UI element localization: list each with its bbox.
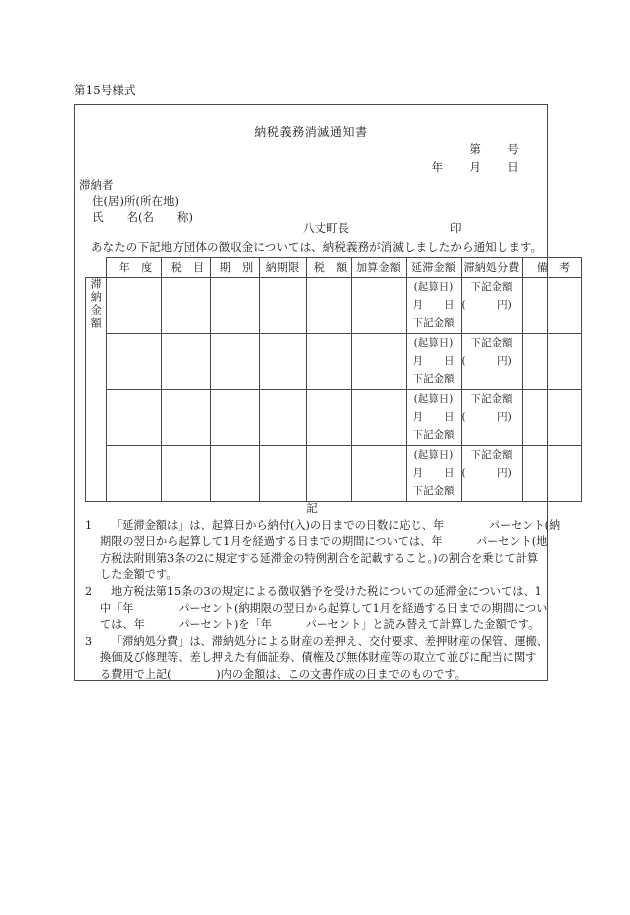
note-line: 換価及び修理等、差し押えた有価証券、債権及び無体財産等の取立て並びに配当に関す — [100, 651, 537, 665]
delinquency-date-blank: 月 日 — [412, 355, 455, 367]
cell-due-date[interactable] — [259, 278, 306, 334]
cell-additional-amount[interactable] — [351, 334, 406, 390]
col-header-disposition-cost: 滞納処分費 — [461, 258, 522, 278]
cell-due-date[interactable] — [259, 446, 306, 502]
notice-text: あなたの下記地方団体の徴収金については、納税義務が消滅しましたから通知します。 — [91, 240, 543, 254]
cell-disposition-cost[interactable] — [461, 278, 522, 334]
note-line: 中「年 パーセント(納期限の翌日から起算して1月を経過する日までの期間につい — [100, 601, 548, 615]
cell-tax-item[interactable] — [161, 446, 210, 502]
col-header-remarks: 備 考 — [522, 258, 581, 278]
cell-fiscal-year[interactable] — [106, 390, 161, 446]
col-header-fiscal-year: 年 度 — [106, 258, 161, 278]
delinquency-start-date-label: (起算日) — [413, 449, 454, 461]
note-line: した金額です。 — [100, 568, 178, 582]
cell-delinquency-amount[interactable] — [406, 334, 461, 390]
note-line: る費用で上記( )内の金額は、この文書作成の日までのものです。 — [100, 667, 466, 681]
delinquency-start-date-label: (起算日) — [413, 281, 454, 293]
cell-remarks[interactable] — [522, 278, 581, 334]
payer-name-label-2: 名(名 — [126, 210, 154, 224]
notes-heading: 記 — [306, 501, 318, 515]
note-line: 地方税法第15条の3の規定による徴収猶予を受けた税についての延滞金については、1 — [111, 584, 542, 598]
cell-tax-item[interactable] — [161, 278, 210, 334]
cell-tax-item[interactable] — [161, 334, 210, 390]
cell-fiscal-year[interactable] — [106, 334, 161, 390]
corner-spacer — [86, 258, 107, 278]
delinquency-date-blank: 月 日 — [412, 299, 455, 311]
payer-name-label-1: 氏 — [92, 210, 104, 224]
note-item — [85, 584, 548, 634]
cell-delinquency-amount[interactable] — [406, 446, 461, 502]
cell-disposition-cost[interactable] — [461, 334, 522, 390]
delinquency-date-blank: 月 日 — [412, 467, 455, 479]
document-number-suffix: 号 — [507, 142, 519, 156]
cell-tax-amount[interactable] — [306, 334, 351, 390]
issuer-name: 八丈町長 — [303, 221, 349, 235]
row-group-label — [86, 278, 107, 502]
notes-section — [85, 500, 561, 684]
note-line: 期限の翌日から起算して1月を経過する日までの期間については、年 パーセント(地 — [100, 535, 548, 549]
note-number: 3 — [85, 634, 93, 648]
delinquency-table-wrapper — [75, 257, 571, 502]
note-item — [85, 634, 548, 684]
cell-remarks[interactable] — [522, 446, 581, 502]
cell-remarks[interactable] — [522, 334, 581, 390]
disposition-amount-ref: 下記金額 — [470, 449, 513, 461]
cell-delinquency-amount[interactable] — [406, 390, 461, 446]
cell-period[interactable] — [210, 390, 259, 446]
notification-form — [74, 104, 571, 681]
cell-disposition-cost[interactable] — [461, 446, 522, 502]
col-header-due-date: 納期限 — [259, 258, 306, 278]
table-header-row — [86, 258, 582, 278]
col-header-tax-amount: 税 額 — [306, 258, 351, 278]
cell-tax-amount[interactable] — [306, 390, 351, 446]
cell-tax-amount[interactable] — [306, 446, 351, 502]
document-number-field — [469, 141, 519, 157]
delinquency-start-date-label: (起算日) — [413, 337, 454, 349]
cell-disposition-cost[interactable] — [461, 390, 522, 446]
col-header-additional-amount: 加算金額 — [351, 258, 406, 278]
note-line: 「延滞金額は」は、起算日から納付(入)の日までの日数に応じ、年 パーセント(納 — [111, 518, 561, 532]
table-row — [86, 390, 582, 446]
delinquency-amount-ref: 下記金額 — [412, 429, 455, 441]
cell-additional-amount[interactable] — [351, 278, 406, 334]
disposition-yen-blank: ( 円) — [461, 299, 512, 311]
payer-name-label-3: 称) — [177, 210, 193, 224]
cell-period[interactable] — [210, 446, 259, 502]
note-text — [100, 634, 548, 684]
date-month-label: 月 — [469, 160, 482, 174]
cell-due-date[interactable] — [259, 334, 306, 390]
delinquency-table — [85, 257, 582, 502]
delinquency-amount-ref: 下記金額 — [412, 485, 455, 497]
date-year-label: 年 — [431, 160, 444, 174]
seal-mark: 印 — [450, 221, 462, 235]
date-day-label: 日 — [507, 160, 519, 174]
cell-period[interactable] — [210, 334, 259, 390]
disposition-amount-ref: 下記金額 — [470, 281, 513, 293]
delinquency-amount-ref: 下記金額 — [412, 317, 455, 329]
document-date-field — [432, 159, 519, 175]
cell-delinquency-amount[interactable] — [406, 278, 461, 334]
col-header-period: 期 別 — [210, 258, 259, 278]
cell-additional-amount[interactable] — [351, 446, 406, 502]
table-row — [86, 334, 582, 390]
page-title: 納税義務消滅通知書 — [254, 125, 368, 139]
note-line: 「滞納処分費」は、滞納処分による財産の差押え、交付要求、差押財産の保管、運搬、 — [111, 634, 548, 648]
disposition-yen-blank: ( 円) — [461, 411, 512, 423]
note-text — [100, 518, 560, 584]
table-row — [86, 278, 582, 334]
note-line: 方税法附則第3条の2に規定する延滞金の特例割合を記載すること。)の割合を乗じて計算 — [100, 551, 539, 565]
delinquency-amount-ref: 下記金額 — [412, 373, 455, 385]
form-number: 第15号様式 — [74, 83, 136, 97]
payer-address-label: 住(居)所(所在地) — [92, 194, 179, 208]
cell-fiscal-year[interactable] — [106, 446, 161, 502]
note-number: 1 — [85, 518, 93, 532]
cell-remarks[interactable] — [522, 390, 581, 446]
disposition-yen-blank: ( 円) — [461, 355, 512, 367]
cell-period[interactable] — [210, 278, 259, 334]
document-number-label: 第 — [469, 142, 482, 156]
note-text — [100, 584, 547, 634]
note-number: 2 — [85, 584, 93, 598]
delinquency-start-date-label: (起算日) — [413, 393, 454, 405]
table-row — [86, 446, 582, 502]
payer-heading: 滞納者 — [79, 178, 114, 192]
cell-additional-amount[interactable] — [351, 390, 406, 446]
col-header-tax-item: 税 目 — [161, 258, 210, 278]
note-line: ては、年 パーセント)を「年 パーセント」と読み替えて計算した金額です。 — [100, 618, 540, 632]
payer-info-block — [79, 177, 193, 225]
row-group-label-text: 滞納金額 — [89, 278, 103, 330]
payer-name-row — [79, 209, 193, 225]
cell-due-date[interactable] — [259, 390, 306, 446]
cell-tax-amount[interactable] — [306, 278, 351, 334]
cell-fiscal-year[interactable] — [106, 278, 161, 334]
disposition-amount-ref: 下記金額 — [470, 337, 513, 349]
col-header-delinquency-amount: 延滞金額 — [406, 258, 461, 278]
note-item — [85, 518, 561, 584]
delinquency-date-blank: 月 日 — [412, 411, 455, 423]
disposition-amount-ref: 下記金額 — [470, 393, 513, 405]
cell-tax-item[interactable] — [161, 390, 210, 446]
disposition-yen-blank: ( 円) — [461, 467, 512, 479]
